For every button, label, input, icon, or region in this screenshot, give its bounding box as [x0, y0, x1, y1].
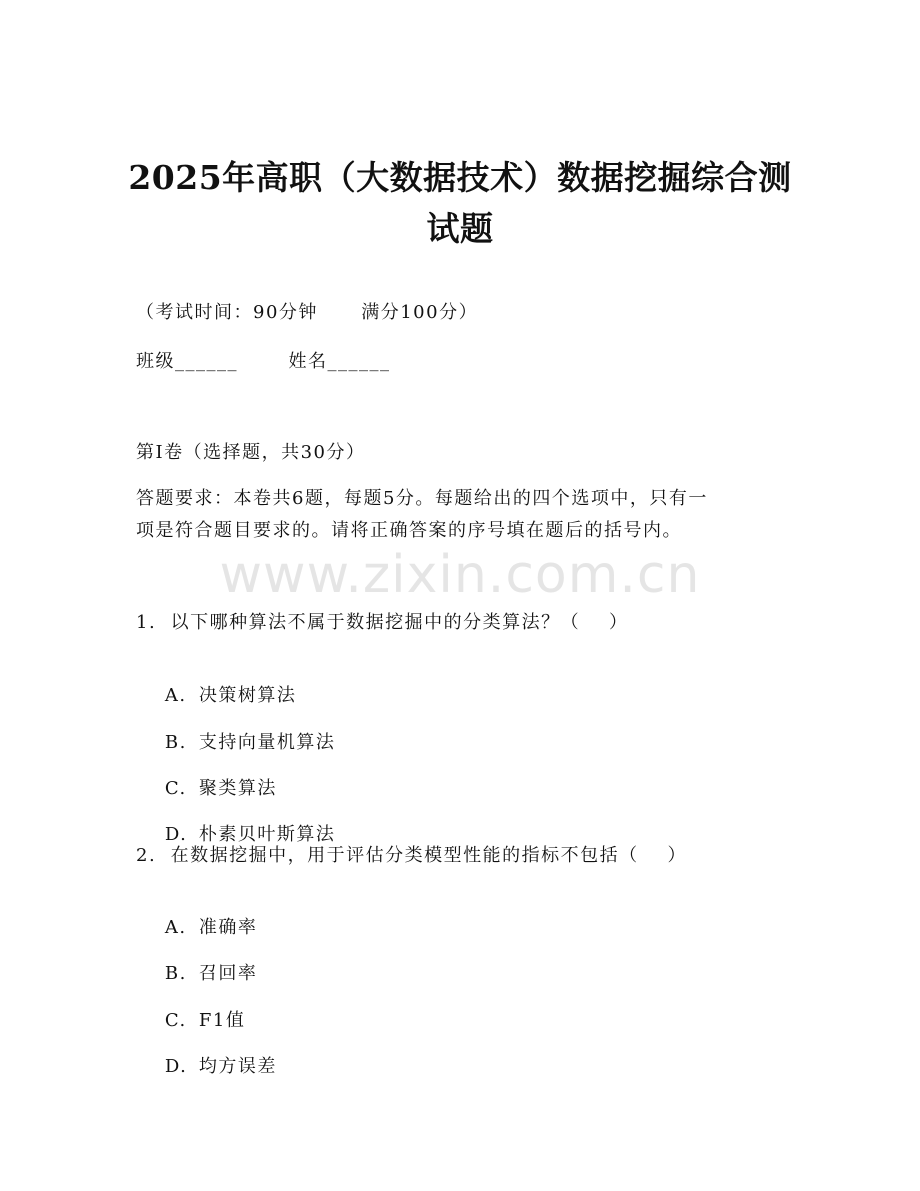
- exam-info: （考试时间：90分钟 满分100分）: [136, 302, 479, 323]
- option-text: 决策树算法: [198, 685, 297, 706]
- option-text: 召回率: [198, 963, 258, 984]
- option-letter: D.: [164, 824, 188, 845]
- class-name-fields: 班级______ 姓名______: [136, 351, 391, 372]
- option-text: 朴素贝叶斯算法: [198, 824, 336, 845]
- option-letter: B.: [164, 732, 187, 753]
- option-text: 准确率: [198, 917, 258, 938]
- document-title-line-1: 2025年高职（大数据技术）数据挖掘综合测: [128, 158, 792, 197]
- option-text: 支持向量机算法: [198, 732, 336, 753]
- option-text: 均方误差: [198, 1056, 277, 1077]
- question-2-stem: 2. 在数据挖掘中，用于评估分类模型性能的指标不包括（ ）: [136, 845, 688, 866]
- document-title-line-2: 试题: [426, 209, 494, 248]
- option-letter: B.: [164, 963, 187, 984]
- watermark: www.zixin.com.cn: [219, 545, 701, 605]
- instructions-line-1: 答题要求：本卷共6题，每题5分。每题给出的四个选项中，只有一: [136, 488, 708, 509]
- option-letter: D.: [164, 1056, 188, 1077]
- instructions-line-2: 项是符合题目要求的。请将正确答案的序号填在题后的括号内。: [136, 520, 682, 541]
- option-letter: C.: [164, 1010, 187, 1031]
- question-2-option-d: [136, 1028, 277, 1106]
- option-text: 聚类算法: [198, 778, 277, 799]
- question-1-stem: 1. 以下哪种算法不属于数据挖掘中的分类算法？（ ）: [136, 612, 629, 633]
- option-text: F1值: [198, 1010, 246, 1031]
- option-letter: A.: [164, 685, 187, 706]
- option-letter: A.: [164, 917, 187, 938]
- option-letter: C.: [164, 778, 187, 799]
- section-heading: 第I卷（选择题，共30分）: [136, 442, 366, 463]
